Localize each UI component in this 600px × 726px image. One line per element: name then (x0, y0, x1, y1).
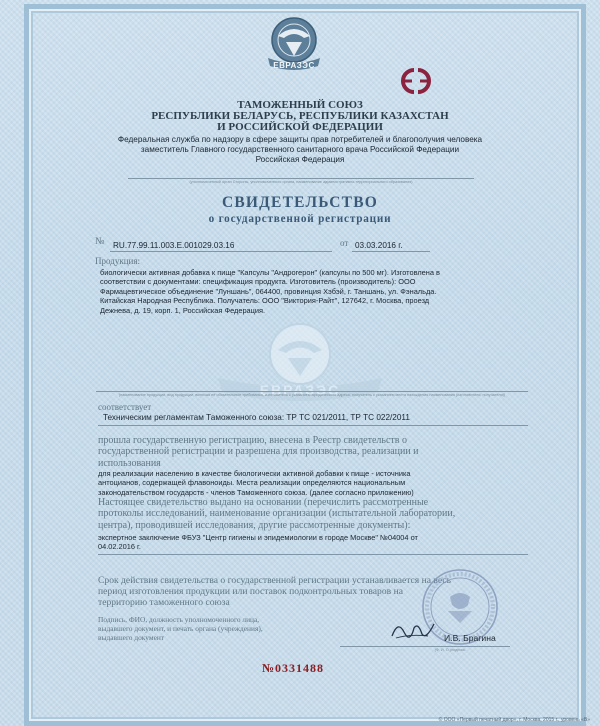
eac-mark-icon (394, 66, 438, 96)
signature-label-line: Подпись, ФИО, должность уполномоченного лица, (98, 615, 260, 624)
header-line-3: И РОССИЙСКОЙ ФЕДЕРАЦИИ (217, 121, 383, 133)
product-label: Продукция: (95, 256, 140, 266)
product-line: Дежнева, д. 19, корп. 1, Российская Федерация. (100, 305, 266, 315)
signature-label-line: выдавшего документ, и печать органа (учреждения), (98, 624, 263, 634)
basis-line: протоколы исследований, наименование организации (испытательной лаборатории, (98, 508, 456, 520)
handwritten-signature (388, 616, 438, 644)
usage-line: законодательством государств - членов Таможенного союза. (далее согласно приложению) (98, 487, 414, 497)
product-line: Китайская Народная Республика. Получатель: ООО "Виктория-Райт", 127642, г. Москва, проезд (100, 296, 430, 306)
usage-line: антоцианов, содержащей флавоноиды. Места реализации определяются национальным (98, 478, 406, 488)
validity-line: территорию таможенного союза (98, 597, 230, 608)
issuer-line-3: Российская Федерация (255, 155, 345, 164)
registration-date: 03.03.2016 г. (355, 241, 403, 250)
registration-line: прошла государственную регистрацию, внесена в Реестр свидетельств о (98, 435, 407, 446)
product-line: соответствии с документами: спецификация продукта. Изготовитель (производитель): ООО (100, 277, 416, 287)
watermark-caption: ЕВРАЗЭС (259, 382, 341, 398)
registration-line: государственной регистрации и разрешена для производства, реализации и (98, 446, 419, 458)
header-line-2: РЕСПУБЛИКИ БЕЛАРУСЬ, РЕСПУБЛИКИ КАЗАХСТАН (151, 110, 449, 122)
product-line: Фармацевтическое объединение "Луншань", 064400, провинция Хэбэй, г. Таншань, ул. Фэнальда. (100, 286, 437, 296)
validity-line: Срок действия свидетельства о государственной регистрации устанавливается на весь (98, 575, 451, 586)
signatory-name: И.В. Брагина (444, 633, 496, 643)
signature-label-line: выдавшего документ (98, 633, 165, 643)
conformity-label: соответствует (98, 402, 152, 412)
header-line-1: ТАМОЖЕННЫЙ СОЮЗ (237, 99, 363, 111)
product-line: биологически активная добавка к пище "Капсулы "Андрогерон" (капсулы по 500 мг). Изготовлена в (100, 268, 440, 277)
product-description (100, 268, 530, 315)
registration-text (98, 435, 530, 469)
usage-line: для реализации населению в качестве биологически активной добавки к пище - источника (98, 469, 411, 478)
product-caption: (наименование продукции, вид продукции, включая её обязательные требования, изготовитель с указанием юридического адреса, получатель с указанием места нахождения наименования (изготовителя, получателя)) (118, 393, 506, 397)
basis-text (98, 497, 530, 531)
signature-label (98, 615, 318, 643)
registration-line: использования (98, 457, 161, 469)
date-label: от (340, 238, 349, 248)
basis-line: центра), проводившей исследования, другие рассмотренные документы): (98, 519, 411, 531)
issuer-line-1: Федеральная служба по надзору в сфере защиты прав потребителей и благополучия человека (117, 135, 483, 144)
basis-value-line: 04.02.2016 г. (98, 542, 141, 552)
registration-number: RU.77.99.11.003.Е.001029.03.16 (113, 241, 235, 250)
basis-line: Настоящее свидетельство выдано на основании (перечислить рассмотренные (98, 497, 429, 508)
conformity-mark (394, 66, 438, 96)
signature-icon (388, 616, 438, 644)
issuer-line-2: заместитель Главного государственного санитарного врача Российской Федерации (140, 145, 460, 154)
basis-value-line: экспертное заключение ФБУЗ "Центр гигиены и эпидемиологии в городе Москве" №04004 от (98, 533, 418, 542)
serial-number: №0331488 (262, 661, 325, 675)
emblem-caption: ЕВРАЗЭС (273, 61, 315, 70)
signature-caption: (Ф. И. О.)подпись (434, 648, 466, 652)
number-label: № (95, 236, 105, 247)
certificate-title: СВИДЕТЕЛЬСТВО (221, 194, 378, 211)
printer-footer: © ООО «Первый печатный двор», г. Москва, 2015 г., уровень «В» (438, 717, 590, 723)
usage-text (98, 469, 530, 497)
issuer-caption: (уполномоченный орган Стороны, уполномоченного органа, наименование административно-территориального образования) (189, 180, 413, 184)
evrazes-emblem (256, 12, 332, 78)
validity-line: период изготовления продукции или поставок подконтрольных товаров на (98, 586, 403, 597)
certificate-subtitle: о государственной регистрации (208, 213, 392, 225)
basis-value (98, 533, 530, 552)
conformity-value: Техническим регламентам Таможенного союза: ТР ТС 021/2011, ТР ТС 022/2011 (103, 413, 410, 422)
